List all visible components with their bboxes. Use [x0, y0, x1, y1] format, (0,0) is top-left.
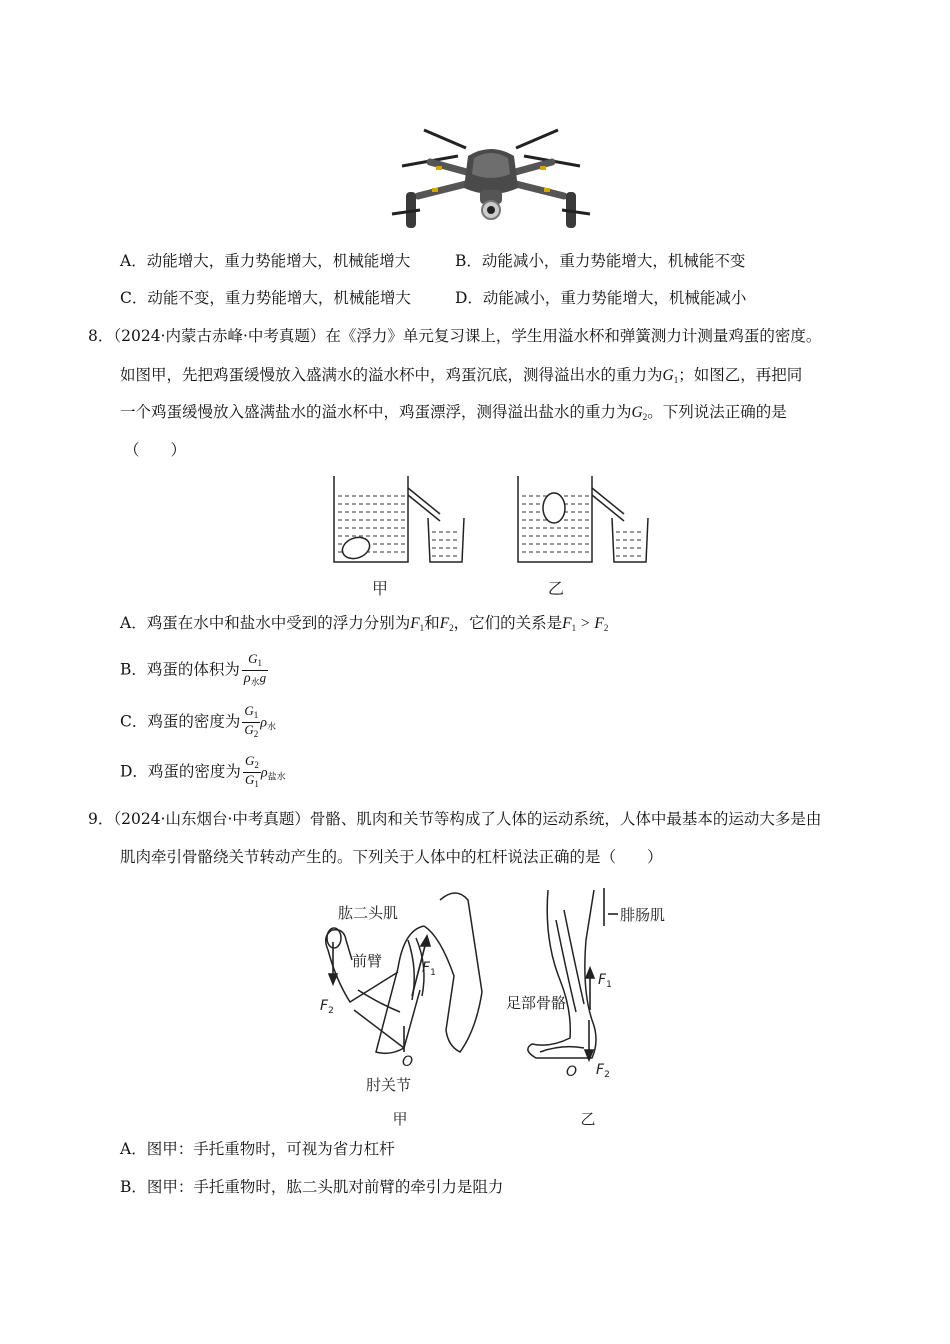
f2-label-arm: $F_2$ [320, 998, 334, 1016]
f2-symbol: $F_2$ [439, 615, 454, 633]
o-label-leg: O [566, 1064, 578, 1080]
egg-sunk [339, 534, 372, 562]
figure-label-jia: 甲 [371, 579, 389, 598]
q8-option-b-text: B．鸡蛋的体积为 [120, 660, 240, 679]
q8-stem-text: ；如图乙，再把同 [678, 366, 803, 384]
q8-option-d [120, 754, 286, 791]
q7-option-d: D．动能减小，重力势能增大，机械能减小 [455, 289, 747, 307]
f1-label-leg: $F_1$ [598, 972, 612, 990]
fraction: $\frac{G_1}{G_2}$ [244, 703, 259, 739]
f1-label-arm: $F_1$ [422, 960, 436, 978]
f1-symbol: $F_1$ [410, 615, 425, 633]
q8-option-a-text: ，它们的关系是 [453, 614, 563, 632]
overflow-cup-figure [328, 470, 658, 600]
calf-label: 腓肠肌 [620, 906, 666, 924]
q8-option-a-text: A．鸡蛋在水中和盐水中受到的浮力分别为 [120, 614, 411, 632]
q8-option-b [120, 652, 268, 689]
figure-label-yi: 乙 [580, 1110, 596, 1128]
q8-option-c-text: C．鸡蛋的密度为 [120, 712, 241, 731]
q9-option-b: B．图甲：手托重物时，肱二头肌对前臂的牵引力是阻力 [120, 1178, 504, 1196]
f2-label-leg: $F_2$ [596, 1062, 610, 1080]
arm-leg-lever-figure [300, 880, 690, 1130]
rho-symbol: ρ [260, 715, 267, 731]
q8-stem-text: 。下列说法正确的是 [647, 403, 787, 421]
biceps-label: 肱二头肌 [338, 904, 399, 922]
q8-stem-text: 一个鸡蛋缓慢放入盛满盐水的溢水杯中，鸡蛋漂浮，测得溢出盐水的重力为 [120, 403, 632, 421]
q7-option-c: C．动能不变，重力势能增大，机械能增大 [120, 289, 411, 307]
forearm-label: 前臂 [352, 952, 383, 970]
egg-floating [543, 493, 565, 523]
fraction: $\frac{G_2}{G_1}$ [244, 753, 259, 789]
q7-option-a: A．动能增大，重力势能增大，机械能增大 [120, 252, 411, 270]
q8-answer-paren: （ ） [124, 441, 187, 459]
rho-subscript: 盐水 [267, 772, 286, 783]
q9-stem-line1: 9．（2024·山东烟台·中考真题）骨骼、肌肉和关节等构成了人体的运动系统，人体中最基本的运动大多是由 [88, 810, 822, 828]
q8-stem-line2 [120, 364, 802, 391]
q8-stem-text: 如图甲，先把鸡蛋缓慢放入盛满水的溢水杯中，鸡蛋沉底，测得溢出水的重力为 [120, 366, 663, 384]
o-label-arm: O [402, 1054, 414, 1070]
figure-label-jia: 甲 [392, 1110, 408, 1128]
greater-than-sign: > [576, 615, 595, 632]
fraction: $\frac{G_1}{\rho_水g}$ [243, 651, 267, 687]
f2-symbol: $F_2$ [594, 615, 609, 633]
q8-option-a-text: 和 [424, 614, 440, 632]
q8-option-c [120, 704, 276, 741]
elbow-label: 肘关节 [366, 1076, 412, 1094]
g2-symbol: $G_2$ [631, 404, 648, 422]
g1-symbol: $G_1$ [662, 367, 679, 385]
rho-symbol: ρ [260, 765, 268, 781]
q9-stem-line2: 肌肉牵引骨骼绕关节转动产生的。下列关于人体中的杠杆说法正确的是（ ） [120, 848, 663, 866]
q8-stem-line1: 8．（2024·内蒙古赤峰·中考真题）在《浮力》单元复习课上，学生用溢水杯和弹簧测力计测量鸡蛋的密度。 [88, 327, 822, 345]
figure-label-yi: 乙 [547, 579, 565, 598]
foot-bones-label: 足部骨骼 [506, 994, 567, 1012]
q8-option-d-text: D．鸡蛋的密度为 [120, 762, 241, 781]
q9-option-a: A．图甲：手托重物时，可视为省力杠杆 [120, 1140, 395, 1158]
q8-stem-line3 [120, 401, 787, 428]
f1-symbol: $F_1$ [562, 615, 577, 633]
rho-subscript: 水 [267, 722, 277, 733]
q7-option-b: B．动能减小，重力势能增大，机械能不变 [455, 252, 746, 270]
drone-image [388, 126, 594, 236]
q8-option-a [120, 612, 608, 639]
